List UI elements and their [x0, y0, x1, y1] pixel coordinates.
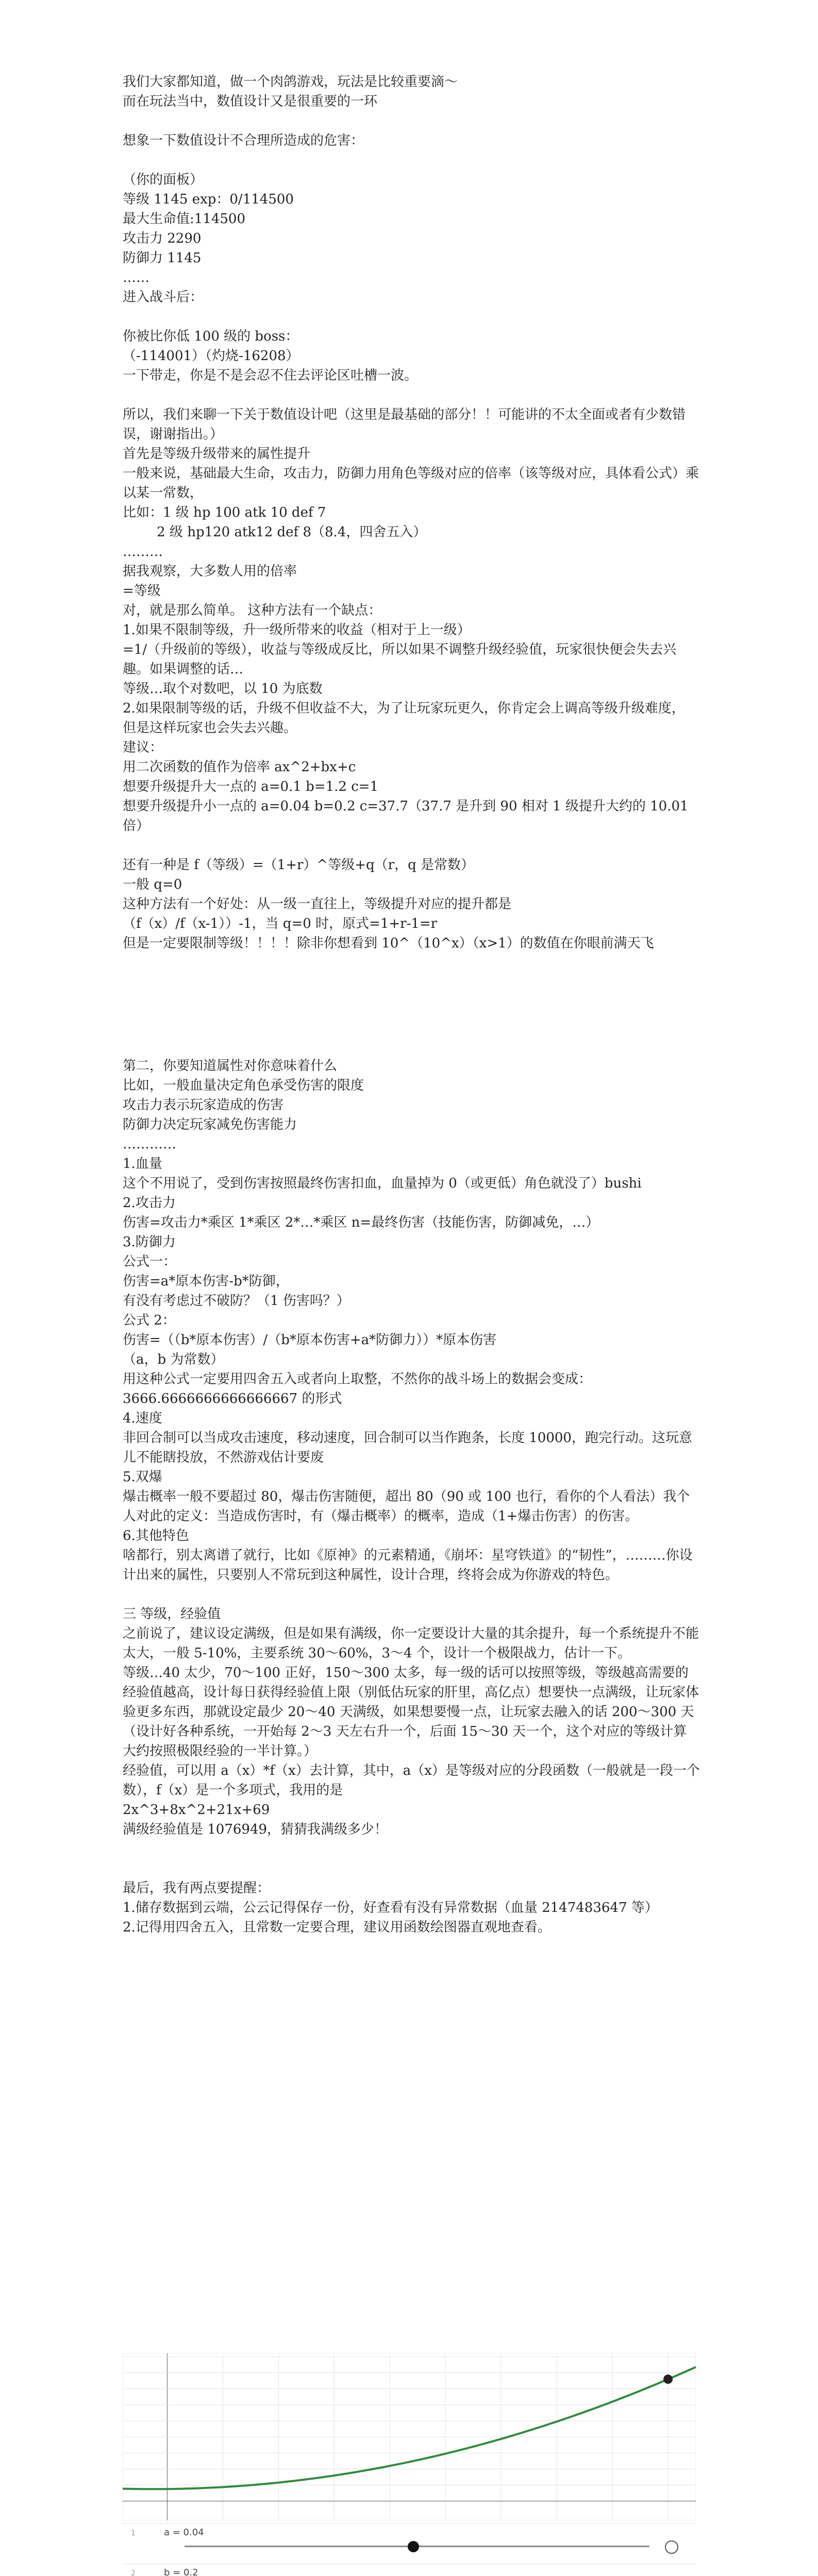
part2-line: 啥都行，别太离谱了就行，比如《原神》的元素精通，《崩坏：星穹铁道》的“韧性”，………你设计出来的属性，只要别人不常玩到这种属性，设计合理，终将会成为你游戏的特色。 — [123, 1548, 693, 1583]
part1-line: 等级…取个对数吧，以 10 为底数 — [123, 681, 323, 697]
intro-line: 而在玩法当中，数值设计又是很重要的一环 — [123, 94, 378, 109]
part2-line: 有没有考虑过不破防？（1 伤害吗？） — [123, 1293, 350, 1309]
part1-line: 1.如果不限制等级，升一级所带来的收益（相对于上一级） — [123, 622, 471, 638]
part2-line: ………… — [123, 1137, 176, 1152]
part2-line: 伤害=攻击力*乘区 1*乘区 2*…*乘区 n=最终伤害（技能伤害，防御减免，…） — [123, 1215, 599, 1230]
part1-line: 想要升级提升小一点的 a=0.04 b=0.2 c=37.7（37.7 是升到 90 相对 1 级提升大约的 10.01 倍） — [123, 799, 693, 834]
part4-line: 1.储存数据到云端，公云记得保存一份，好查看有没有异常数据（血量 2147483647 等） — [123, 1900, 658, 1916]
part1-line: 用二次函数的值作为倍率 ax^2+bx+c — [123, 759, 356, 775]
slider-knob[interactable] — [408, 2541, 419, 2552]
part2-line: 比如，一般血量决定角色承受伤害的限度 — [123, 1078, 364, 1093]
part2-line: 非回合制可以当成攻击速度，移动速度，回合制可以当作跑条，长度 10000，跑完行动。这玩意儿不能瞎投放，不然游戏估计要废 — [123, 1430, 692, 1465]
part1-line: 所以，我们来聊一下关于数值设计吧（这里是最基础的部分！！可能讲的不太全面或者有少数错误，谢谢指出。） — [123, 407, 686, 442]
part2-line: （a，b 为常数） — [123, 1352, 224, 1367]
slider-row-a[interactable] — [123, 2523, 696, 2564]
play-icon[interactable] — [665, 2540, 678, 2554]
part1-line: =1/（升级前的等级），收益与等级成反比，所以如果不调整升级经验值，玩家很快便会失去兴趣。如果调整的话… — [123, 642, 677, 677]
part1-line: 一般来说，基础最大生命，攻击力，防御力用角色等级对应的倍率（该等级对应，具体看公式）乘以某一常数， — [123, 466, 699, 501]
part1-line: 比如：1 级 hp 100 atk 10 def 7 — [123, 505, 326, 520]
spacer — [123, 150, 700, 170]
part3-line: 经验值，可以用 a（x）*f（x）去计算，其中，a（x）是等级对应的分段函数（一般就是一段一个数），f（x）是一个多项式，我用的是 — [123, 1763, 700, 1798]
part1-line: 据我观察，大多数人用的倍率 — [123, 564, 297, 579]
part1-line: 2 级 hp120 atk12 def 8（8.4，四舍五入） — [123, 524, 427, 540]
slider-label: a = 0.04 — [164, 2527, 204, 2538]
part1-line: 建议： — [123, 740, 163, 755]
part2-line: 伤害=（（b*原本伤害）/（b*原本伤害+a*防御力））*原本伤害 — [123, 1332, 497, 1348]
article-body — [123, 72, 700, 1937]
part3-line: 等级…40 太少，70～100 正好，150～300 太多，每一级的话可以按照等级，等级越高需要的经验值越高，设计每日获得经验值上限（别低估玩家的肝里，高亿点）想要快一点满级，让玩家体验更多东西，那就设定最少 20～40 天满级，如果想要慢一点，让玩家去融入的话 200～300 天（设计好各种系统，一开始每 2～3 天左右升一个，后面 15～30 天一个，这个对应的等级计算大约按照极限经验的一半计算。） — [123, 1665, 699, 1759]
panel-line: （你的面板） — [123, 172, 204, 188]
part2-line: 第二，你要知道属性对你意味着什么 — [123, 1058, 338, 1074]
part1-line: ……… — [123, 544, 163, 560]
boss-line: 你被比你低 100 级的 boss： — [123, 329, 299, 344]
part4-line: 最后，我有两点要提醒： — [123, 1880, 271, 1896]
part2-line: 公式 2： — [123, 1313, 176, 1328]
part2-line: 这个不用说了，受到伤害按照最终伤害扣血，血量掉为 0（或更低）角色就没了）bushi — [123, 1176, 642, 1191]
curve-end-point[interactable] — [663, 2375, 673, 2384]
part2-line: 6.其他特色 — [123, 1528, 189, 1544]
part1b-line: 一般 q=0 — [123, 877, 182, 892]
part2-line: 用这种公式一定要用四舍五入或者向上取整，不然你的战斗场上的数据会变成： — [123, 1371, 592, 1387]
part3-line: 之前说了，建议设定满级，但是如果有满级，你一定要设计大量的其余提升，每一个系统提升不能太大，一般 5-10%，主要系统 30～60%，3～4 个，设计一个极限战力，估计一下。 — [123, 1626, 699, 1661]
part1-line: =等级 — [123, 583, 161, 599]
part1-line: 2.如果限制等级的话，升级不但收益不大，为了让玩家玩更久，你肯定会上调高等级升级难度， — [123, 701, 685, 716]
spacer — [123, 307, 700, 327]
panel-line: 攻击力 2290 — [123, 231, 202, 246]
part1b-line: 但是一定要限制等级！！！！除非你想看到 10^（10^x）（x>1）的数值在你眼前满天飞 — [123, 936, 654, 951]
part2-line: 5.双爆 — [123, 1469, 162, 1485]
part1-line: 首先是等级升级带来的属性提升 — [123, 446, 311, 462]
slider-label: b = 0.2 — [164, 2567, 198, 2576]
part1b-line: 这种方法有一个好处：从一级一直往上，等级提升对应的提升都是 — [123, 896, 512, 912]
panel-line: 最大生命值:114500 — [123, 211, 246, 227]
part1-line: 想要升级提升大一点的 a=0.1 b=1.2 c=1 — [123, 779, 379, 794]
panel-line: …… — [123, 270, 149, 285]
part2-line: 3666.6666666666666667 的形式 — [123, 1391, 342, 1406]
part3-line: 2x^3+8x^2+21x+69 — [123, 1802, 270, 1818]
part1b-line: 还有一种是 f（等级）=（1+r）^等级+q（r，q 是常数） — [123, 857, 474, 873]
part1b-line: （f（x）/f（x-1））-1，当 q=0 时，原式=1+r-1=r — [123, 916, 438, 931]
part2-line: 公式一： — [123, 1254, 177, 1269]
spacer — [123, 385, 700, 405]
spacer — [123, 1839, 700, 1878]
imagine-line: 想象一下数值设计不合理所造成的危害： — [123, 133, 364, 148]
part2-line: 防御力决定玩家减免伤害能力 — [123, 1117, 297, 1132]
panel-line: 等级 1145 exp：0/114500 — [123, 192, 294, 207]
part3-line: 满级经验值是 1076949，猜猜我满级多少！ — [123, 1822, 388, 1837]
function-plot[interactable] — [123, 2353, 696, 2520]
part2-line: 爆击概率一般不要超过 80，爆击伤害随便，超出 80（90 或 100 也行，看你的个人看法）我个人对此的定义：当造成伤害时，有（爆击概率）的概率，造成（1+爆击伤害）的伤害。 — [123, 1489, 690, 1524]
panel-line: 防御力 1145 — [123, 250, 202, 266]
part2-line: 3.防御力 — [123, 1234, 176, 1250]
part1-line: 对，就是那么简单。 这种方法有一个缺点： — [123, 603, 382, 618]
function-graph-panel[interactable] — [123, 2353, 696, 2576]
part2-line: 攻击力表示玩家造成的伤害 — [123, 1097, 284, 1113]
part2-line: 1.血量 — [123, 1156, 162, 1172]
row-number: 1 — [131, 2529, 136, 2537]
slider-row-b[interactable] — [123, 2564, 696, 2576]
boss-line: （-114001）（灼烧-16208） — [123, 348, 299, 364]
part1-line: 但是这样玩家也会失去兴趣。 — [123, 720, 297, 736]
spacer — [123, 111, 700, 131]
spacer — [123, 836, 700, 855]
part2-line: 2.攻击力 — [123, 1195, 176, 1211]
panel-line: 进入战斗后： — [123, 290, 204, 305]
part4-line: 2.记得用四舍五入，且常数一定要合理，建议用函数绘图器直观地查看。 — [123, 1920, 551, 1935]
boss-line: 一下带走，你是不是会忍不住去评论区吐槽一波。 — [123, 368, 418, 383]
part2-line: 4.速度 — [123, 1411, 162, 1426]
spacer — [123, 953, 700, 1056]
spacer — [123, 1585, 700, 1604]
row-number: 2 — [131, 2569, 136, 2576]
intro-line: 我们大家都知道，做一个肉鸽游戏，玩法是比较重要滴～ — [123, 74, 458, 90]
part2-line: 伤害=a*原本伤害-b*防御， — [123, 1274, 289, 1289]
part3-line: 三 等级，经验值 — [123, 1606, 221, 1622]
